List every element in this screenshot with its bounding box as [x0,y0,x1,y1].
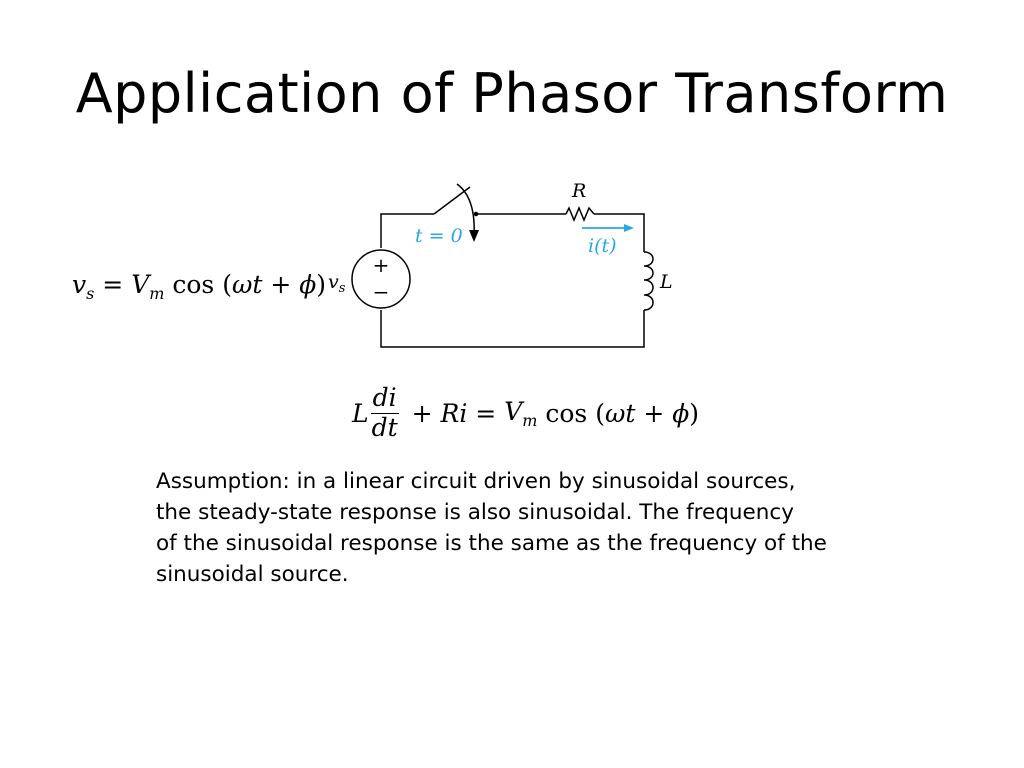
assumption-line-1: Assumption: in a linear circuit driven by sinusoidal sources, [156,469,796,494]
wire-right-bottom [381,310,644,347]
inductance-coefficient: L [352,398,369,428]
resistor [566,208,594,220]
source-label: $v_s$ [328,271,346,296]
source-plus: + [372,253,390,277]
equals-sign: = [94,270,132,299]
cos-function: cos ( [164,270,232,299]
ri-term: Ri [440,398,468,428]
plus-sign: + [403,398,441,428]
phase-symbol: ϕ [299,270,317,299]
derivative-numerator: di [372,383,397,412]
switch-label: t = 0 [415,225,463,247]
vs-symbol: v [72,270,87,299]
resistor-label: R [572,180,587,202]
differential-equation [352,384,699,443]
close-paren: ) [689,398,700,428]
vm-symbol: V [131,270,150,299]
derivative-fraction [370,384,400,443]
assumption-line-3: of the sinusoidal response is the same as the frequency of the [156,531,827,556]
vm-subscript: m [149,284,165,303]
plus-sign: + [262,270,300,299]
close-paren: ) [316,270,327,299]
switch-contact [475,213,478,216]
current-arrowhead [624,224,634,232]
plus-sign-2: + [635,398,673,428]
source-voltage-equation [72,270,326,303]
inductor-label: L [660,271,673,293]
derivative-denominator: dt [371,412,398,442]
phase-symbol: ϕ [672,398,690,428]
inductor [644,252,653,310]
rl-circuit-diagram [310,170,710,360]
assumption-line-2: the steady-state response is also sinusoidal. The frequency [156,500,794,525]
assumption-paragraph [156,466,936,590]
vs-subscript: s [86,284,95,303]
source-minus: − [372,280,390,304]
switch-arrowhead [469,230,479,242]
vm-subscript: m [522,410,538,430]
slide-title: Application of Phasor Transform [75,62,949,125]
equals-sign: = [467,398,505,428]
assumption-line-4: sinusoidal source. [156,562,349,587]
omega-t: ωt [231,270,263,299]
cos-function: cos ( [537,398,605,428]
vm-symbol: V [504,396,523,426]
omega-t: ωt [604,398,636,428]
current-label: i(t) [588,235,617,257]
